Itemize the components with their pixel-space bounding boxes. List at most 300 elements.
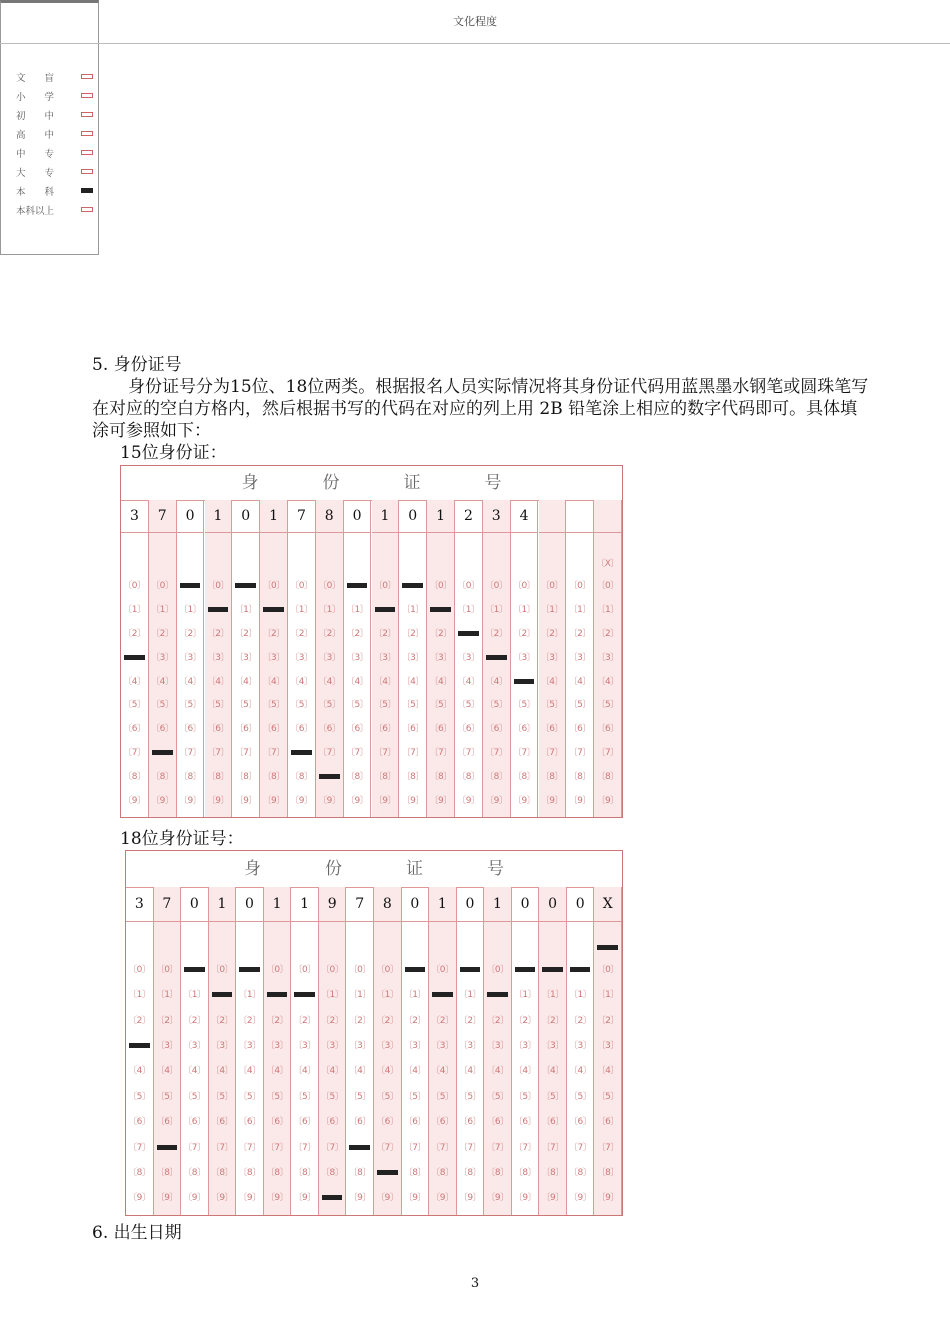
digit-bubble[interactable]: 〔7〕 (513, 1142, 537, 1153)
digit-bubble[interactable]: 〔8〕 (513, 1167, 537, 1178)
digit-bubble[interactable]: 〔8〕 (321, 1167, 344, 1178)
digit-bubble[interactable]: 〔4〕 (123, 676, 146, 687)
digit-bubble[interactable]: 〔9〕 (178, 796, 202, 807)
digit-bubble[interactable]: 〔5〕 (596, 700, 619, 711)
digit-bubble[interactable]: 〔4〕 (513, 1066, 537, 1077)
digit-bubble[interactable]: 〔8〕 (373, 772, 397, 783)
digit-bubble[interactable]: 〔2〕 (206, 628, 230, 639)
digit-bubble[interactable]: 〔2〕 (540, 628, 564, 639)
digit-bubble[interactable]: 〔2〕 (376, 1015, 399, 1026)
digit-bubble[interactable]: 〔9〕 (401, 796, 424, 807)
digit-bubble[interactable]: 〔0〕 (318, 580, 341, 591)
filled-mark[interactable] (267, 992, 288, 997)
id-digit-box[interactable]: 7 (346, 887, 373, 922)
digit-bubble[interactable]: 〔3〕 (403, 1040, 426, 1051)
digit-bubble[interactable]: 〔9〕 (458, 1193, 482, 1204)
digit-bubble[interactable]: 〔8〕 (345, 772, 369, 783)
filled-mark[interactable] (152, 750, 173, 755)
id-digit-box[interactable]: 8 (374, 887, 401, 922)
digit-bubble[interactable]: 〔3〕 (431, 1040, 454, 1051)
digit-bubble[interactable]: 〔3〕 (290, 652, 313, 663)
digit-bubble[interactable]: 〔7〕 (568, 748, 591, 759)
digit-bubble[interactable]: 〔6〕 (234, 724, 257, 735)
digit-bubble[interactable]: 〔4〕 (293, 1066, 316, 1077)
digit-bubble[interactable]: 〔2〕 (401, 628, 424, 639)
digit-bubble[interactable]: 〔1〕 (540, 604, 564, 615)
digit-bubble[interactable]: 〔0〕 (373, 580, 397, 591)
digit-bubble[interactable]: 〔5〕 (431, 1091, 454, 1102)
digit-bubble[interactable]: 〔4〕 (569, 1066, 592, 1077)
digit-bubble[interactable]: 〔3〕 (596, 1040, 619, 1051)
digit-bubble[interactable]: 〔4〕 (457, 676, 480, 687)
digit-bubble[interactable]: 〔6〕 (485, 724, 508, 735)
digit-bubble[interactable]: 〔9〕 (238, 1193, 261, 1204)
digit-bubble[interactable]: 〔8〕 (155, 1167, 178, 1178)
digit-bubble[interactable]: 〔7〕 (403, 1142, 426, 1153)
digit-bubble[interactable]: 〔7〕 (210, 1142, 234, 1153)
id-digit-box[interactable]: 7 (288, 500, 315, 533)
digit-bubble[interactable]: 〔8〕 (290, 772, 313, 783)
digit-bubble[interactable]: 〔6〕 (183, 1117, 206, 1128)
digit-bubble[interactable]: 〔7〕 (123, 748, 146, 759)
digit-bubble[interactable]: 〔4〕 (183, 1066, 206, 1077)
id-digit-box[interactable]: 3 (121, 500, 148, 533)
digit-bubble[interactable]: 〔6〕 (293, 1117, 316, 1128)
digit-bubble[interactable]: 〔4〕 (485, 676, 508, 687)
digit-bubble[interactable]: 〔8〕 (596, 772, 619, 783)
digit-bubble[interactable]: 〔8〕 (262, 772, 285, 783)
digit-bubble[interactable]: 〔7〕 (429, 748, 452, 759)
digit-bubble[interactable]: 〔2〕 (485, 628, 508, 639)
digit-bubble[interactable]: 〔5〕 (429, 700, 452, 711)
digit-bubble[interactable]: 〔6〕 (155, 1117, 178, 1128)
digit-bubble[interactable]: 〔5〕 (210, 1091, 234, 1102)
digit-bubble[interactable]: 〔7〕 (485, 748, 508, 759)
digit-bubble[interactable]: 〔2〕 (210, 1015, 234, 1026)
digit-bubble[interactable]: 〔3〕 (458, 1040, 482, 1051)
digit-bubble[interactable]: 〔3〕 (206, 652, 230, 663)
digit-bubble[interactable]: 〔3〕 (293, 1040, 316, 1051)
digit-bubble[interactable]: 〔5〕 (293, 1091, 316, 1102)
digit-bubble[interactable]: 〔5〕 (128, 1091, 151, 1102)
digit-bubble[interactable]: 〔1〕 (401, 604, 424, 615)
digit-bubble[interactable]: 〔1〕 (403, 990, 426, 1001)
digit-bubble[interactable]: 〔5〕 (155, 1091, 178, 1102)
digit-bubble[interactable]: 〔5〕 (206, 700, 230, 711)
digit-bubble[interactable]: 〔0〕 (596, 964, 619, 975)
digit-bubble[interactable]: 〔6〕 (429, 724, 452, 735)
education-option-checkbox[interactable] (81, 188, 93, 193)
digit-bubble[interactable]: 〔9〕 (318, 796, 341, 807)
digit-bubble[interactable]: 〔7〕 (206, 748, 230, 759)
digit-bubble[interactable]: 〔1〕 (183, 990, 206, 1001)
digit-bubble[interactable]: 〔1〕 (348, 990, 371, 1001)
digit-bubble[interactable]: 〔3〕 (568, 652, 591, 663)
digit-bubble[interactable]: 〔6〕 (178, 724, 202, 735)
digit-bubble[interactable]: 〔5〕 (486, 1091, 509, 1102)
id-digit-box[interactable]: 0 (539, 887, 566, 922)
education-option-checkbox[interactable] (81, 74, 93, 79)
digit-bubble[interactable]: 〔4〕 (541, 1066, 564, 1077)
digit-bubble[interactable]: 〔8〕 (512, 772, 536, 783)
digit-bubble[interactable]: 〔3〕 (512, 652, 536, 663)
digit-bubble[interactable]: 〔9〕 (457, 796, 480, 807)
filled-mark[interactable] (402, 583, 423, 588)
digit-bubble[interactable]: 〔7〕 (183, 1142, 206, 1153)
digit-bubble[interactable]: 〔2〕 (348, 1015, 371, 1026)
digit-bubble[interactable]: 〔8〕 (206, 772, 230, 783)
digit-bubble[interactable]: 〔0〕 (123, 580, 146, 591)
digit-bubble[interactable]: 〔1〕 (485, 604, 508, 615)
digit-bubble[interactable]: 〔6〕 (206, 724, 230, 735)
digit-bubble[interactable]: 〔1〕 (458, 990, 482, 1001)
digit-bubble[interactable]: 〔2〕 (569, 1015, 592, 1026)
digit-bubble[interactable]: 〔7〕 (293, 1142, 316, 1153)
digit-bubble[interactable]: 〔9〕 (512, 796, 536, 807)
id-digit-box[interactable]: 0 (181, 887, 208, 922)
filled-mark[interactable] (460, 967, 481, 972)
digit-bubble[interactable]: 〔5〕 (569, 1091, 592, 1102)
digit-bubble[interactable]: 〔8〕 (234, 772, 257, 783)
digit-bubble[interactable]: 〔6〕 (486, 1117, 509, 1128)
education-option-checkbox[interactable] (81, 207, 93, 212)
digit-bubble[interactable]: 〔0〕 (457, 580, 480, 591)
digit-bubble[interactable]: 〔5〕 (318, 700, 341, 711)
digit-bubble[interactable]: 〔2〕 (290, 628, 313, 639)
digit-bubble[interactable]: 〔7〕 (596, 748, 619, 759)
education-option-checkbox[interactable] (81, 112, 93, 117)
x-bubble[interactable]: 〔X〕 (596, 559, 619, 569)
digit-bubble[interactable]: 〔5〕 (151, 700, 174, 711)
digit-bubble[interactable]: 〔4〕 (234, 676, 257, 687)
digit-bubble[interactable]: 〔3〕 (262, 652, 285, 663)
digit-bubble[interactable]: 〔7〕 (128, 1142, 151, 1153)
digit-bubble[interactable]: 〔5〕 (348, 1091, 371, 1102)
digit-bubble[interactable]: 〔5〕 (345, 700, 369, 711)
digit-bubble[interactable]: 〔9〕 (541, 1193, 564, 1204)
digit-bubble[interactable]: 〔0〕 (485, 580, 508, 591)
digit-bubble[interactable]: 〔0〕 (431, 964, 454, 975)
digit-bubble[interactable]: 〔3〕 (513, 1040, 537, 1051)
digit-bubble[interactable]: 〔0〕 (290, 580, 313, 591)
digit-bubble[interactable]: 〔8〕 (596, 1167, 619, 1178)
digit-bubble[interactable]: 〔3〕 (569, 1040, 592, 1051)
digit-bubble[interactable]: 〔5〕 (262, 700, 285, 711)
digit-bubble[interactable]: 〔2〕 (458, 1015, 482, 1026)
digit-bubble[interactable]: 〔6〕 (513, 1117, 537, 1128)
digit-bubble[interactable]: 〔6〕 (238, 1117, 261, 1128)
digit-bubble[interactable]: 〔6〕 (210, 1117, 234, 1128)
digit-bubble[interactable]: 〔9〕 (486, 1193, 509, 1204)
id-digit-box[interactable]: 7 (149, 500, 176, 533)
digit-bubble[interactable]: 〔4〕 (210, 1066, 234, 1077)
filled-mark[interactable] (263, 607, 284, 612)
digit-bubble[interactable]: 〔2〕 (431, 1015, 454, 1026)
digit-bubble[interactable]: 〔4〕 (238, 1066, 261, 1077)
id-digit-box[interactable] (566, 500, 593, 533)
digit-bubble[interactable]: 〔0〕 (512, 580, 536, 591)
digit-bubble[interactable]: 〔5〕 (265, 1091, 289, 1102)
id-digit-box[interactable]: 3 (126, 887, 153, 922)
digit-bubble[interactable]: 〔6〕 (541, 1117, 564, 1128)
digit-bubble[interactable]: 〔5〕 (541, 1091, 564, 1102)
filled-mark[interactable] (235, 583, 256, 588)
digit-bubble[interactable]: 〔8〕 (151, 772, 174, 783)
digit-bubble[interactable]: 〔2〕 (151, 628, 174, 639)
id-digit-box[interactable]: 0 (232, 500, 259, 533)
digit-bubble[interactable]: 〔1〕 (568, 604, 591, 615)
digit-bubble[interactable]: 〔2〕 (541, 1015, 564, 1026)
digit-bubble[interactable]: 〔6〕 (321, 1117, 344, 1128)
id-digit-box[interactable]: 1 (291, 887, 318, 922)
digit-bubble[interactable]: 〔0〕 (262, 580, 285, 591)
id-digit-box[interactable]: 1 (209, 887, 236, 922)
id-digit-box[interactable]: 0 (457, 887, 484, 922)
digit-bubble[interactable]: 〔4〕 (151, 676, 174, 687)
filled-mark[interactable] (515, 967, 536, 972)
filled-mark[interactable] (319, 774, 340, 779)
digit-bubble[interactable]: 〔1〕 (290, 604, 313, 615)
id-digit-box[interactable]: 2 (455, 500, 482, 533)
digit-bubble[interactable]: 〔9〕 (596, 1193, 619, 1204)
digit-bubble[interactable]: 〔2〕 (178, 628, 202, 639)
digit-bubble[interactable]: 〔4〕 (540, 676, 564, 687)
digit-bubble[interactable]: 〔3〕 (541, 1040, 564, 1051)
filled-mark[interactable] (291, 750, 312, 755)
digit-bubble[interactable]: 〔2〕 (596, 628, 619, 639)
digit-bubble[interactable]: 〔8〕 (457, 772, 480, 783)
filled-mark[interactable] (212, 992, 233, 997)
digit-bubble[interactable]: 〔8〕 (293, 1167, 316, 1178)
digit-bubble[interactable]: 〔4〕 (376, 1066, 399, 1077)
digit-bubble[interactable]: 〔5〕 (321, 1091, 344, 1102)
digit-bubble[interactable]: 〔7〕 (262, 748, 285, 759)
id-digit-box[interactable]: 3 (483, 500, 510, 533)
digit-bubble[interactable]: 〔6〕 (123, 724, 146, 735)
digit-bubble[interactable]: 〔9〕 (290, 796, 313, 807)
digit-bubble[interactable]: 〔6〕 (596, 1117, 619, 1128)
digit-bubble[interactable]: 〔3〕 (376, 1040, 399, 1051)
digit-bubble[interactable]: 〔1〕 (541, 990, 564, 1001)
digit-bubble[interactable]: 〔7〕 (265, 1142, 289, 1153)
digit-bubble[interactable]: 〔8〕 (265, 1167, 289, 1178)
digit-bubble[interactable]: 〔0〕 (151, 580, 174, 591)
id-digit-box[interactable]: 1 (264, 887, 291, 922)
digit-bubble[interactable]: 〔2〕 (403, 1015, 426, 1026)
digit-bubble[interactable]: 〔8〕 (458, 1167, 482, 1178)
id-digit-box[interactable]: 0 (512, 887, 539, 922)
digit-bubble[interactable]: 〔6〕 (151, 724, 174, 735)
digit-bubble[interactable]: 〔5〕 (401, 700, 424, 711)
filled-mark[interactable] (184, 967, 205, 972)
digit-bubble[interactable]: 〔3〕 (373, 652, 397, 663)
digit-bubble[interactable]: 〔9〕 (123, 796, 146, 807)
digit-bubble[interactable]: 〔7〕 (376, 1142, 399, 1153)
digit-bubble[interactable]: 〔2〕 (238, 1015, 261, 1026)
digit-bubble[interactable]: 〔3〕 (318, 652, 341, 663)
digit-bubble[interactable]: 〔8〕 (568, 772, 591, 783)
filled-mark[interactable] (487, 992, 508, 997)
id-digit-box[interactable]: 7 (154, 887, 181, 922)
digit-bubble[interactable]: 〔7〕 (373, 748, 397, 759)
digit-bubble[interactable]: 〔7〕 (512, 748, 536, 759)
id-digit-box[interactable]: 0 (177, 500, 204, 533)
id-digit-box[interactable]: 0 (399, 500, 426, 533)
digit-bubble[interactable]: 〔3〕 (429, 652, 452, 663)
digit-bubble[interactable]: 〔3〕 (401, 652, 424, 663)
digit-bubble[interactable]: 〔1〕 (234, 604, 257, 615)
digit-bubble[interactable]: 〔2〕 (262, 628, 285, 639)
digit-bubble[interactable]: 〔9〕 (155, 1193, 178, 1204)
digit-bubble[interactable]: 〔9〕 (429, 796, 452, 807)
digit-bubble[interactable]: 〔8〕 (569, 1167, 592, 1178)
digit-bubble[interactable]: 〔9〕 (376, 1193, 399, 1204)
digit-bubble[interactable]: 〔5〕 (183, 1091, 206, 1102)
digit-bubble[interactable]: 〔4〕 (321, 1066, 344, 1077)
digit-bubble[interactable]: 〔4〕 (155, 1066, 178, 1077)
digit-bubble[interactable]: 〔6〕 (262, 724, 285, 735)
digit-bubble[interactable]: 〔0〕 (486, 964, 509, 975)
digit-bubble[interactable]: 〔8〕 (486, 1167, 509, 1178)
digit-bubble[interactable]: 〔3〕 (178, 652, 202, 663)
digit-bubble[interactable]: 〔1〕 (596, 990, 619, 1001)
digit-bubble[interactable]: 〔2〕 (568, 628, 591, 639)
digit-bubble[interactable]: 〔4〕 (596, 676, 619, 687)
id-digit-box[interactable]: 1 (372, 500, 399, 533)
digit-bubble[interactable]: 〔2〕 (128, 1015, 151, 1026)
digit-bubble[interactable]: 〔2〕 (345, 628, 369, 639)
digit-bubble[interactable]: 〔4〕 (345, 676, 369, 687)
digit-bubble[interactable]: 〔3〕 (596, 652, 619, 663)
digit-bubble[interactable]: 〔4〕 (568, 676, 591, 687)
digit-bubble[interactable]: 〔9〕 (431, 1193, 454, 1204)
digit-bubble[interactable]: 〔7〕 (431, 1142, 454, 1153)
digit-bubble[interactable]: 〔7〕 (458, 1142, 482, 1153)
education-option-checkbox[interactable] (81, 93, 93, 98)
digit-bubble[interactable]: 〔4〕 (373, 676, 397, 687)
filled-mark[interactable] (349, 1145, 370, 1150)
digit-bubble[interactable]: 〔2〕 (429, 628, 452, 639)
digit-bubble[interactable]: 〔5〕 (568, 700, 591, 711)
digit-bubble[interactable]: 〔3〕 (265, 1040, 289, 1051)
digit-bubble[interactable]: 〔6〕 (458, 1117, 482, 1128)
digit-bubble[interactable]: 〔1〕 (155, 990, 178, 1001)
filled-mark[interactable] (208, 607, 229, 612)
filled-mark[interactable] (124, 655, 145, 660)
digit-bubble[interactable]: 〔7〕 (541, 1142, 564, 1153)
digit-bubble[interactable]: 〔9〕 (485, 796, 508, 807)
digit-bubble[interactable]: 〔5〕 (376, 1091, 399, 1102)
filled-mark[interactable] (129, 1043, 150, 1048)
digit-bubble[interactable]: 〔9〕 (568, 796, 591, 807)
filled-mark[interactable] (432, 992, 453, 997)
digit-bubble[interactable]: 〔5〕 (596, 1091, 619, 1102)
digit-bubble[interactable]: 〔0〕 (210, 964, 234, 975)
digit-bubble[interactable]: 〔2〕 (373, 628, 397, 639)
digit-bubble[interactable]: 〔8〕 (128, 1167, 151, 1178)
filled-mark[interactable] (239, 967, 260, 972)
digit-bubble[interactable]: 〔6〕 (348, 1117, 371, 1128)
digit-bubble[interactable]: 〔8〕 (178, 772, 202, 783)
digit-bubble[interactable]: 〔5〕 (458, 1091, 482, 1102)
filled-mark[interactable] (486, 655, 507, 660)
digit-bubble[interactable]: 〔7〕 (596, 1142, 619, 1153)
id-digit-box[interactable]: 4 (511, 500, 538, 533)
digit-bubble[interactable]: 〔6〕 (540, 724, 564, 735)
filled-mark[interactable] (430, 607, 451, 612)
digit-bubble[interactable]: 〔9〕 (183, 1193, 206, 1204)
id-digit-box[interactable]: 0 (344, 500, 371, 533)
digit-bubble[interactable]: 〔4〕 (403, 1066, 426, 1077)
digit-bubble[interactable]: 〔8〕 (540, 772, 564, 783)
digit-bubble[interactable]: 〔7〕 (234, 748, 257, 759)
digit-bubble[interactable]: 〔1〕 (321, 990, 344, 1001)
digit-bubble[interactable]: 〔1〕 (128, 990, 151, 1001)
digit-bubble[interactable]: 〔7〕 (540, 748, 564, 759)
digit-bubble[interactable]: 〔9〕 (262, 796, 285, 807)
id-digit-box[interactable]: 0 (236, 887, 263, 922)
id-digit-box[interactable] (539, 500, 566, 533)
digit-bubble[interactable]: 〔0〕 (348, 964, 371, 975)
digit-bubble[interactable]: 〔0〕 (155, 964, 178, 975)
digit-bubble[interactable]: 〔8〕 (348, 1167, 371, 1178)
digit-bubble[interactable]: 〔6〕 (569, 1117, 592, 1128)
id-digit-box[interactable]: X (594, 887, 621, 922)
digit-bubble[interactable]: 〔1〕 (151, 604, 174, 615)
filled-mark[interactable] (542, 967, 563, 972)
digit-bubble[interactable]: 〔5〕 (290, 700, 313, 711)
id-digit-box[interactable]: 1 (205, 500, 232, 533)
digit-bubble[interactable]: 〔8〕 (183, 1167, 206, 1178)
id-digit-box[interactable]: 9 (319, 887, 346, 922)
education-option-checkbox[interactable] (81, 150, 93, 155)
digit-bubble[interactable]: 〔4〕 (596, 1066, 619, 1077)
digit-bubble[interactable]: 〔5〕 (512, 700, 536, 711)
digit-bubble[interactable]: 〔1〕 (238, 990, 261, 1001)
digit-bubble[interactable]: 〔0〕 (206, 580, 230, 591)
digit-bubble[interactable]: 〔8〕 (541, 1167, 564, 1178)
filled-mark[interactable] (375, 607, 396, 612)
id-digit-box[interactable] (594, 500, 621, 533)
digit-bubble[interactable]: 〔0〕 (265, 964, 289, 975)
digit-bubble[interactable]: 〔1〕 (512, 604, 536, 615)
digit-bubble[interactable]: 〔8〕 (123, 772, 146, 783)
digit-bubble[interactable]: 〔5〕 (403, 1091, 426, 1102)
digit-bubble[interactable]: 〔6〕 (318, 724, 341, 735)
digit-bubble[interactable]: 〔4〕 (290, 676, 313, 687)
digit-bubble[interactable]: 〔6〕 (596, 724, 619, 735)
digit-bubble[interactable]: 〔2〕 (155, 1015, 178, 1026)
digit-bubble[interactable]: 〔4〕 (401, 676, 424, 687)
filled-mark[interactable] (294, 992, 315, 997)
digit-bubble[interactable]: 〔3〕 (321, 1040, 344, 1051)
digit-bubble[interactable]: 〔6〕 (403, 1117, 426, 1128)
digit-bubble[interactable]: 〔9〕 (513, 1193, 537, 1204)
filled-mark[interactable] (570, 967, 591, 972)
digit-bubble[interactable]: 〔9〕 (234, 796, 257, 807)
digit-bubble[interactable]: 〔9〕 (596, 796, 619, 807)
filled-mark[interactable] (458, 631, 479, 636)
digit-bubble[interactable]: 〔1〕 (123, 604, 146, 615)
digit-bubble[interactable]: 〔0〕 (596, 580, 619, 591)
filled-mark[interactable] (514, 679, 535, 684)
digit-bubble[interactable]: 〔9〕 (151, 796, 174, 807)
digit-bubble[interactable]: 〔9〕 (540, 796, 564, 807)
digit-bubble[interactable]: 〔2〕 (486, 1015, 509, 1026)
digit-bubble[interactable]: 〔4〕 (262, 676, 285, 687)
filled-mark[interactable] (347, 583, 368, 588)
digit-bubble[interactable]: 〔8〕 (485, 772, 508, 783)
